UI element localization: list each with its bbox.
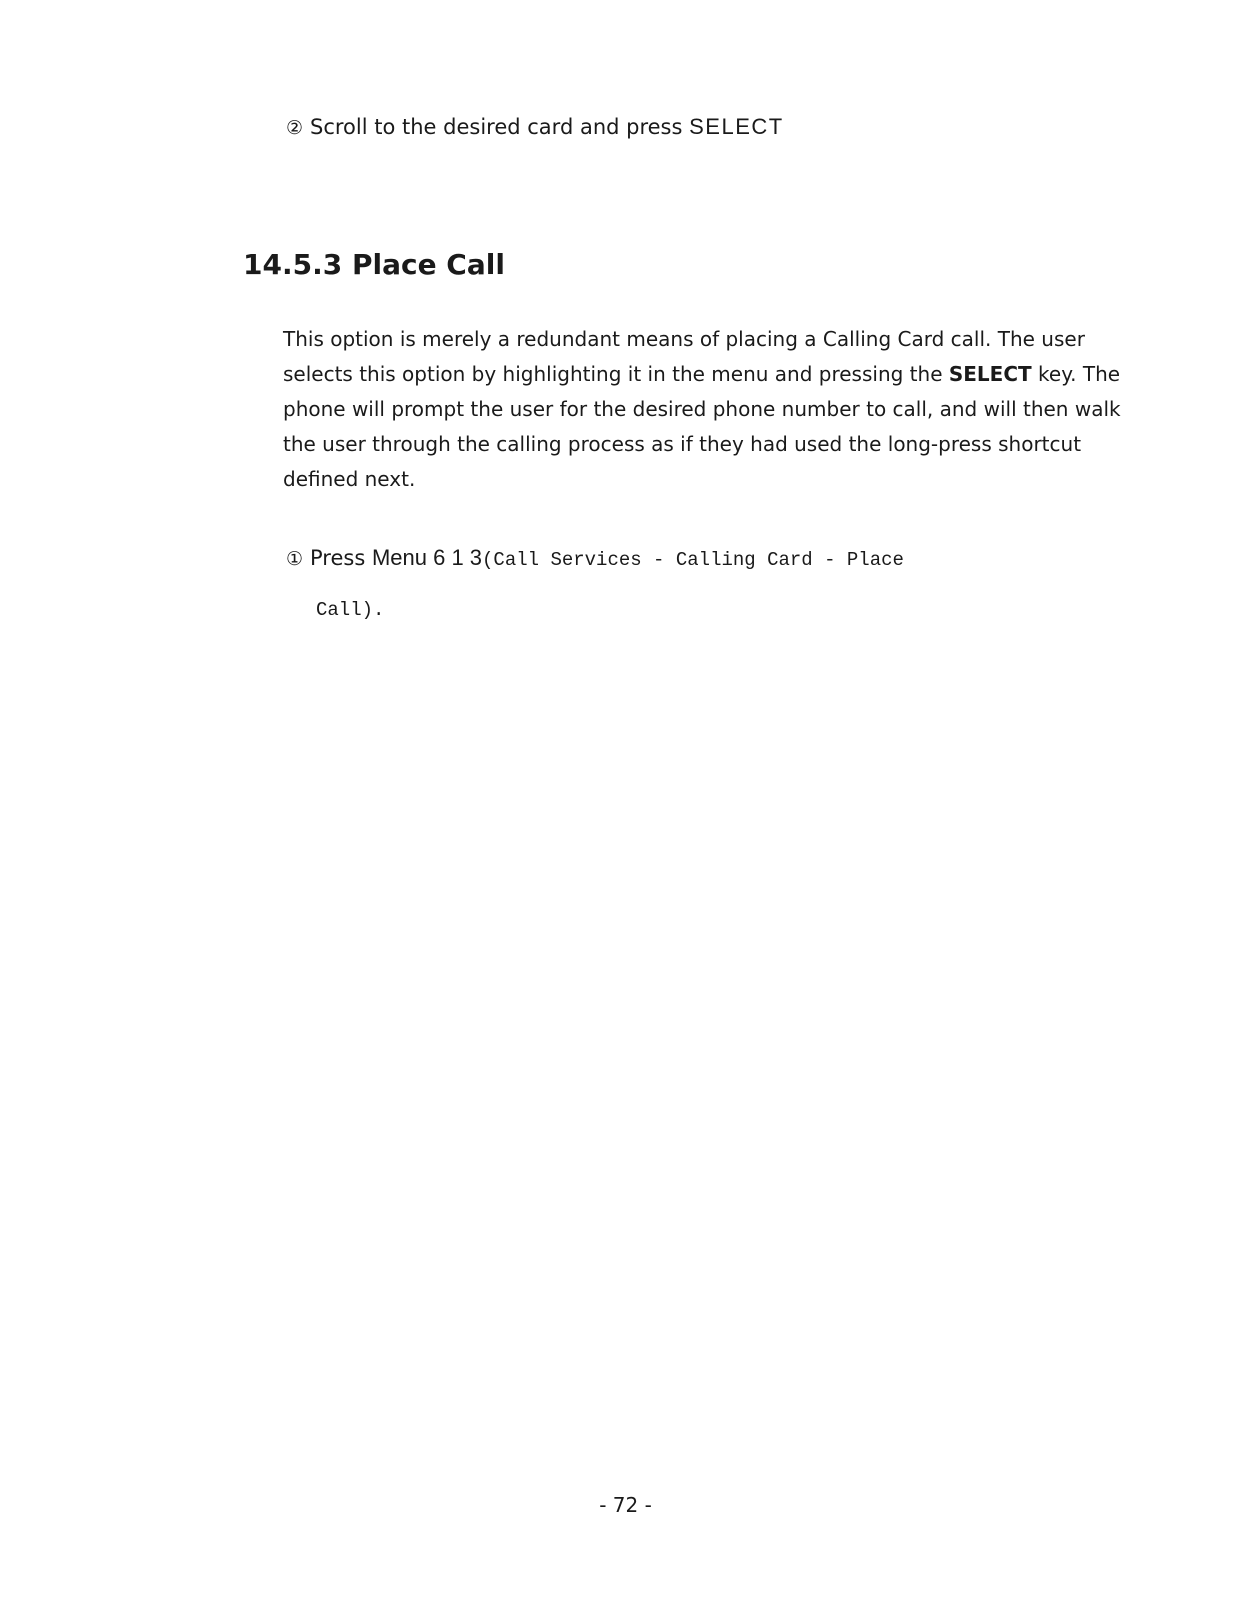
section-paragraph <box>283 322 1143 497</box>
paragraph-text-end: key. The phone will prompt the user for the desired phone number to call, and will then walk the user through the calling process as if they had used the long-press shortcut defined next. <box>283 362 1121 491</box>
step-text: Scroll to the desired card and press <box>310 115 690 139</box>
page-number: - 72 - <box>599 1493 652 1517</box>
section-heading: 14.5.3 Place Call <box>243 248 505 281</box>
step-number-marker: ① <box>286 548 304 570</box>
step-number-marker: ② <box>286 117 304 139</box>
instruction-step-select <box>286 113 784 142</box>
select-key-label: SELECT <box>948 362 1032 386</box>
menu-path-continuation: Call). <box>316 599 385 621</box>
select-key-label: SELECT <box>689 114 784 139</box>
paragraph-text-start: This option is merely a redundant means of placing a Calling Card call. The user selects this option by highlighting it in the menu and pressing the <box>283 327 1085 386</box>
press-word: Press <box>310 546 372 570</box>
menu-key-sequence: Menu 6 1 3 <box>371 545 483 570</box>
instruction-step-menu <box>286 533 1086 635</box>
menu-path: (Call Services - Calling Card - Place <box>482 549 904 571</box>
